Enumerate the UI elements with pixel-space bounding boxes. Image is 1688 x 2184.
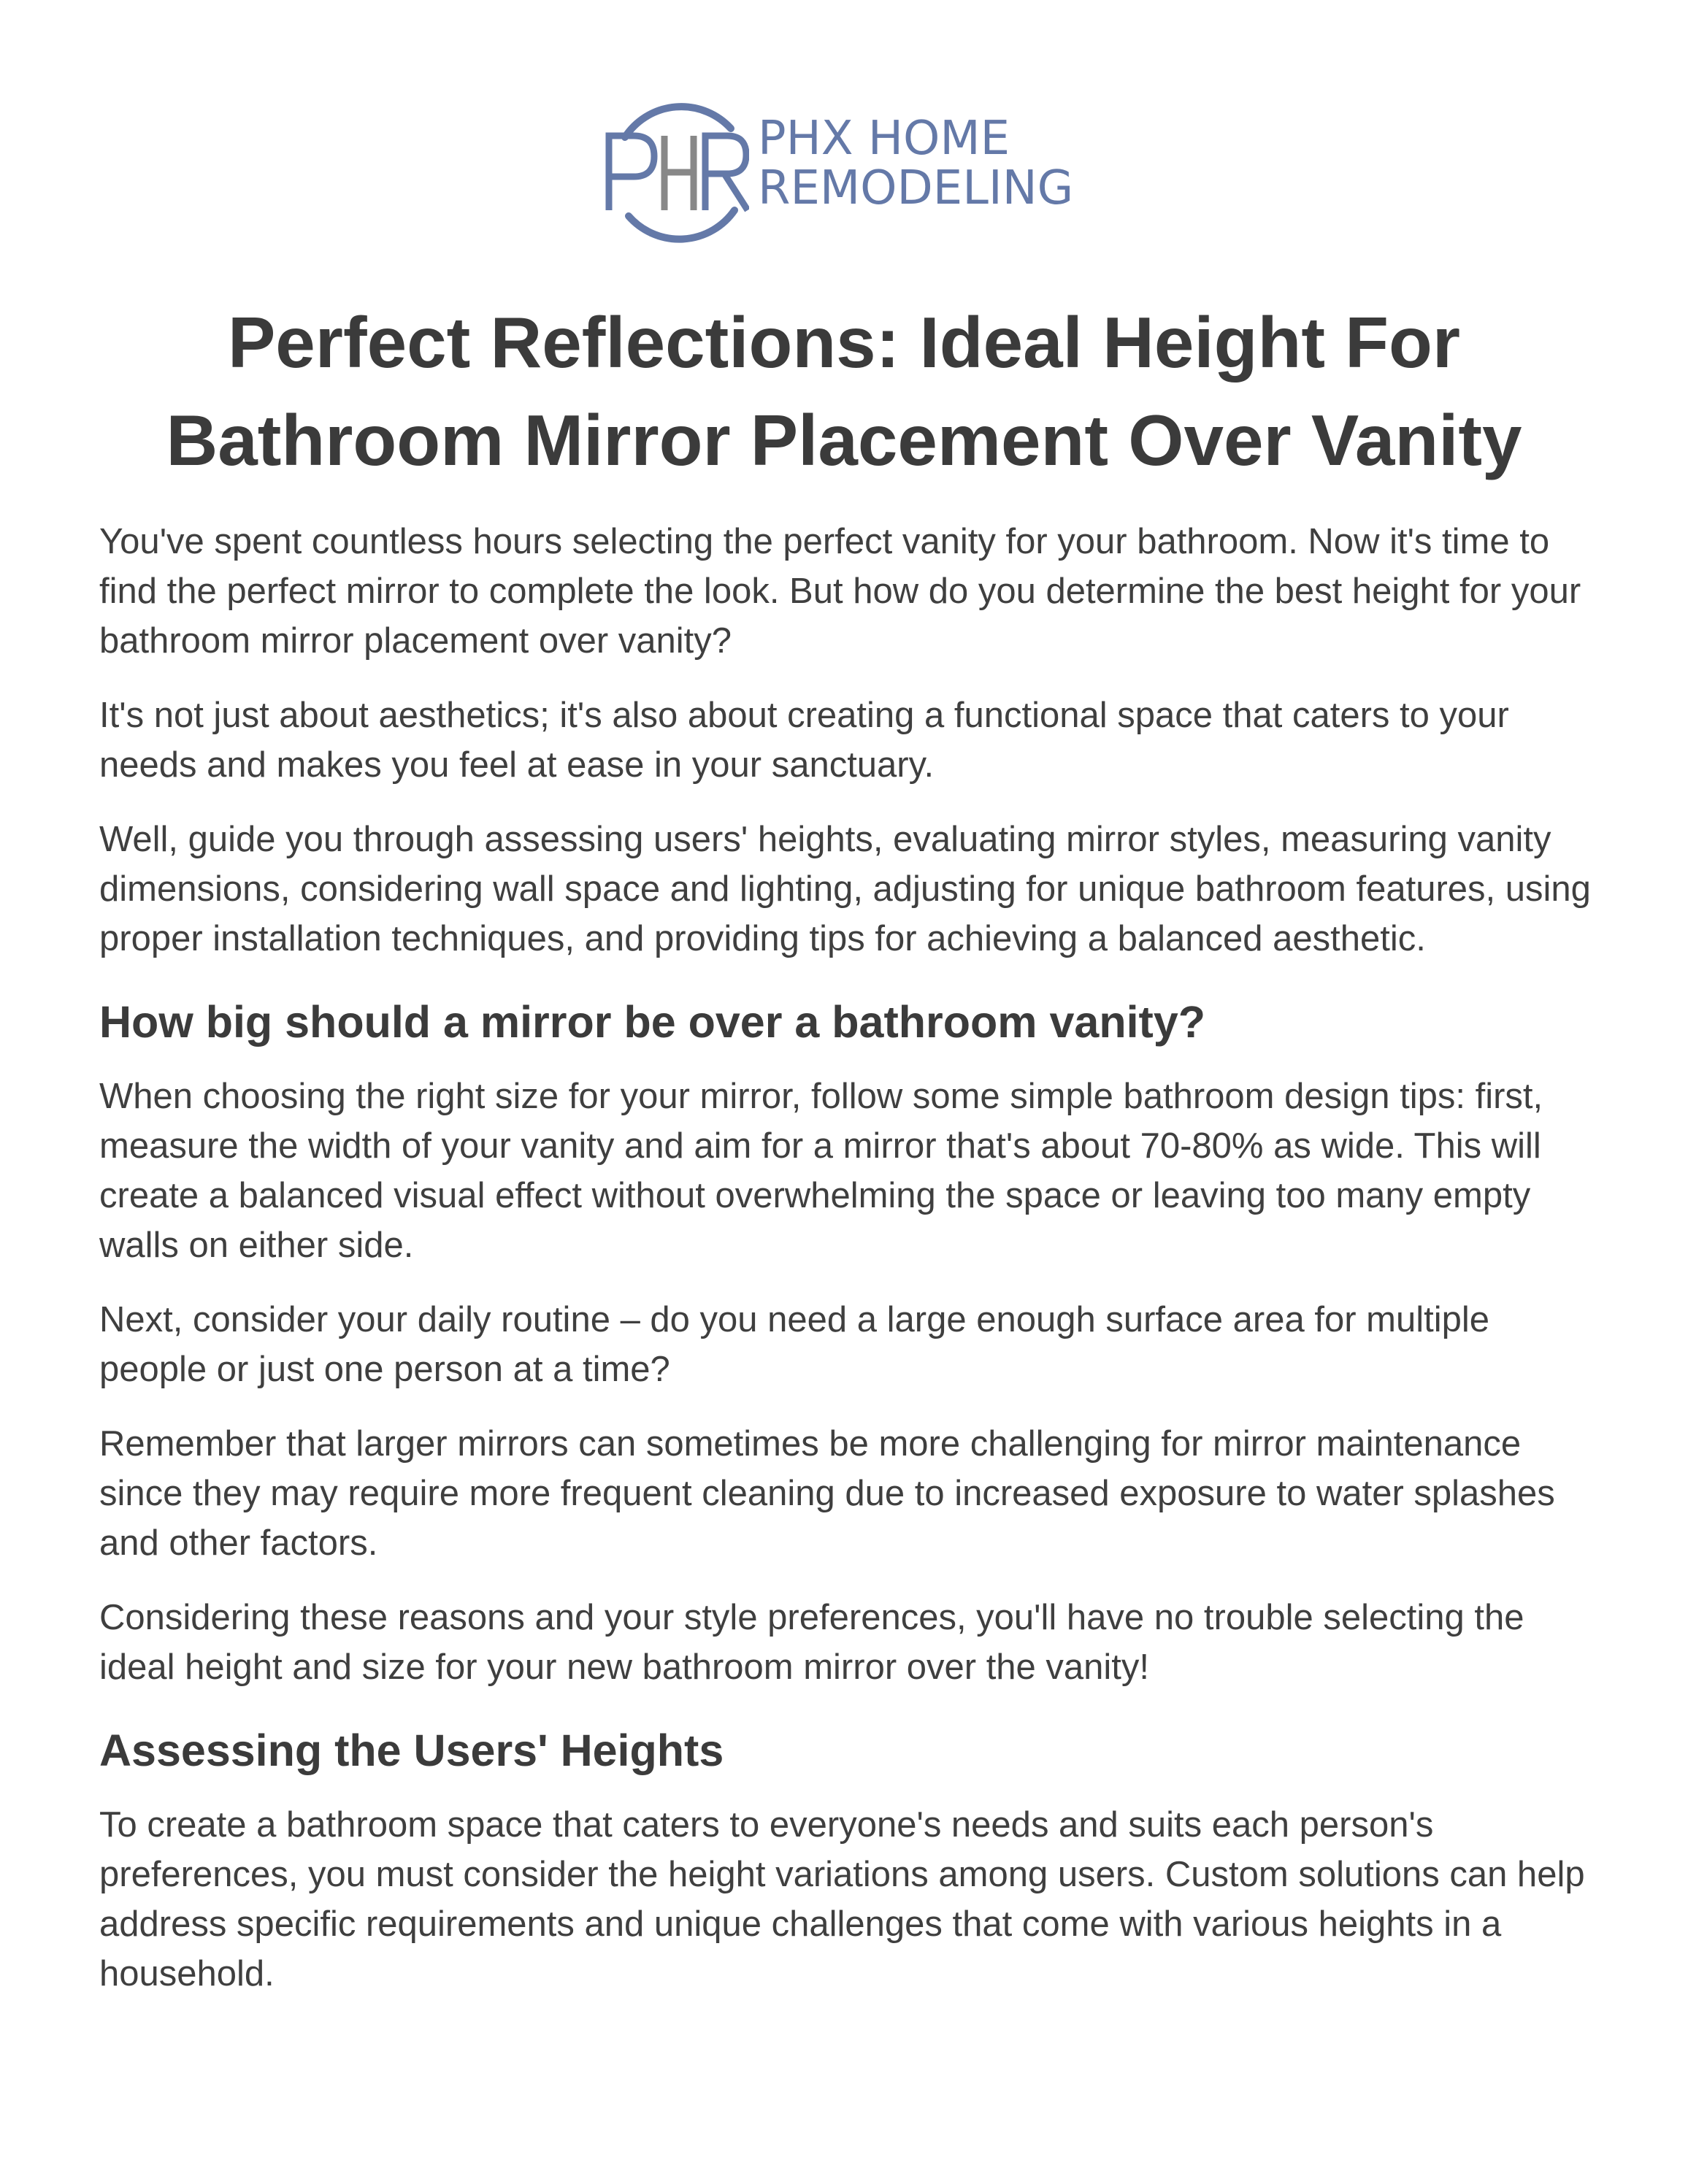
intro-paragraph-1: You've spent countless hours selecting the perfect vanity for your bathroom. Now it's time to find the perfect mirror to complete the look. But how do you determine the best height for your bathroom mirror placement over vanity? xyxy=(99,522,1581,661)
section1-paragraph-4: Considering these reasons and your style preferences, you'll have no trouble selecting the ideal height and size for your new bathroom mirror over the vanity! xyxy=(99,1598,1524,1687)
section-heading-users-heights: Assessing the Users' Heights xyxy=(99,1726,724,1775)
section1-paragraph-3: Remember that larger mirrors can sometimes be more challenging for mirror maintenance since they may require more frequent cleaning due to increased exposure to water splashes and other factors. xyxy=(99,1424,1555,1563)
phr-monogram-icon xyxy=(603,93,749,247)
intro-paragraph-2: It's not just about aesthetics; it's also about creating a functional space that caters to your needs and makes you feel at ease in your sanctuary. xyxy=(99,696,1509,785)
section1-paragraph-2: Next, consider your daily routine – do you need a large enough surface area for multiple people or just one person at a time? xyxy=(99,1300,1489,1389)
section1-paragraph-1: When choosing the right size for your mirror, follow some simple bathroom design tips: first, measure the width of your vanity and aim for a mirror that's about 70-80% as wide. This will create a balanced visual effect without overwhelming the space or leaving too many empty walls on either side. xyxy=(99,1077,1543,1265)
intro-paragraph-3: Well, guide you through assessing users' heights, evaluating mirror styles, measuring vanity dimensions, considering wall space and lighting, adjusting for unique bathroom features, using proper installation techniques, and providing tips for achieving a balanced aesthetic. xyxy=(99,820,1591,958)
logo-line-1: PHX HOME xyxy=(758,112,1010,166)
company-logo xyxy=(603,93,1100,247)
section2-paragraph-1: To create a bathroom space that caters to everyone's needs and suits each person's preferences, you must consider the height variations among users. Custom solutions can help address specific requirements and unique challenges that come with various heights in a household. xyxy=(99,1805,1585,1993)
section-heading-mirror-size: How big should a mirror be over a bathroom vanity? xyxy=(99,997,1206,1047)
article-body xyxy=(99,517,1596,2023)
page-title: Perfect Reflections: Ideal Height For Bathroom Mirror Placement Over Vanity xyxy=(166,302,1522,480)
logo-line-2: REMODELING xyxy=(758,161,1074,215)
logo-wordmark xyxy=(758,114,1073,213)
